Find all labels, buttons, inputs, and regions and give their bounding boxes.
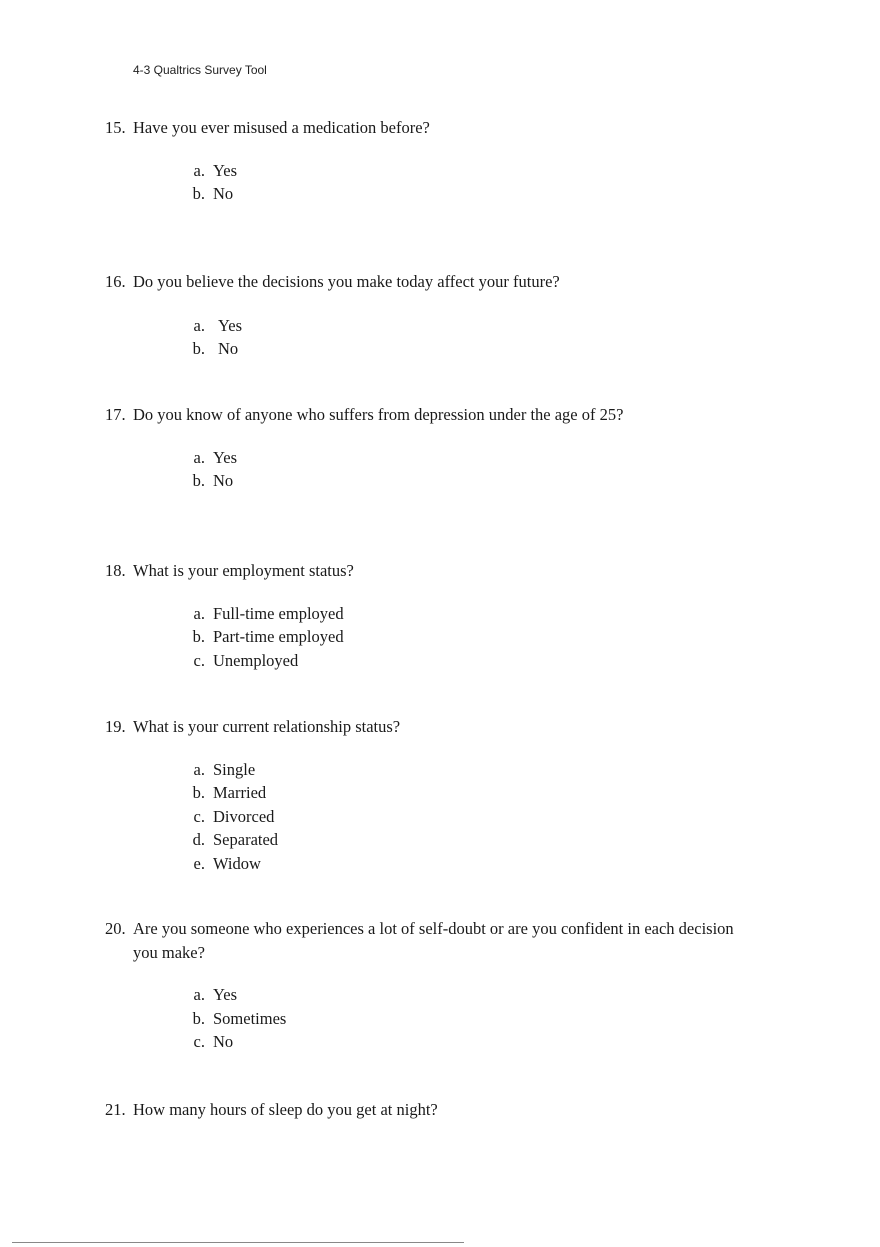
question-text: Are you someone who experiences a lot of self-doubt or are you confident in each decision you make? [133,919,734,962]
option-letter: a. [193,315,205,335]
question-17 [105,403,745,493]
question-number: 17. [105,405,126,424]
option-label: Yes [213,160,238,180]
answer-option[interactable] [185,758,745,782]
option-label: Full-time employed [213,603,344,623]
option-label: Yes [213,985,238,1004]
option-label: Unemployed [213,650,299,670]
page-header: 4-3 Qualtrics Survey Tool [133,63,267,77]
option-letter: b. [192,471,205,490]
option-letter: e. [193,853,205,873]
option-letter: c. [193,1032,205,1051]
answer-option[interactable] [185,983,745,1007]
answer-option[interactable] [185,1030,745,1054]
question-15 [105,116,745,206]
option-letter: c. [193,650,205,670]
answer-option[interactable] [185,446,745,470]
answer-option[interactable] [185,828,745,852]
question-18 [105,559,745,672]
option-letter: d. [192,830,205,849]
option-letter: b. [192,339,205,358]
answer-option[interactable] [185,602,745,626]
option-label: Married [213,783,267,802]
answer-option[interactable] [185,182,745,206]
question-16 [105,270,745,361]
question-number: 16. [105,272,126,291]
question-text: Do you know of anyone who suffers from depression under the age of 25? [133,405,624,424]
answer-options [105,159,745,206]
option-letter: a. [193,759,205,779]
answer-option[interactable] [185,805,745,829]
answer-option[interactable] [185,649,745,673]
question-number: 19. [105,717,126,736]
option-label: Divorced [213,806,275,826]
option-label: Widow [213,853,261,873]
answer-option[interactable] [185,314,745,338]
answer-options [105,446,745,493]
question-21 [105,1098,745,1122]
option-letter: a. [193,985,205,1004]
answer-option[interactable] [185,781,745,805]
option-label: Yes [213,447,238,467]
option-label: Part-time employed [213,627,344,646]
answer-option[interactable] [185,337,745,361]
question-number: 15. [105,118,126,137]
option-label: Single [213,759,256,779]
question-20 [105,917,745,1054]
option-label: No [213,471,234,490]
option-letter: a. [193,447,205,467]
answer-option[interactable] [185,1007,745,1031]
question-19 [105,715,745,875]
question-text: How many hours of sleep do you get at night? [133,1100,438,1119]
question-text: What is your employment status? [133,561,354,580]
question-number: 20. [105,919,126,938]
question-number: 18. [105,561,126,580]
footer-divider [12,1242,464,1243]
answer-option[interactable] [185,159,745,183]
answer-options [105,602,745,673]
option-label: No [213,184,234,203]
option-letter: a. [193,603,205,623]
option-label: No [213,1032,234,1051]
option-letter: b. [192,627,205,646]
question-number: 21. [105,1100,126,1119]
option-letter: b. [192,783,205,802]
option-label: No [218,339,239,358]
option-letter: a. [193,160,205,180]
option-label: Sometimes [213,1008,287,1028]
answer-option[interactable] [185,852,745,876]
option-letter: c. [193,806,205,826]
option-label: Separated [213,830,279,849]
option-label: Yes [218,315,243,335]
option-letter: b. [192,184,205,203]
answer-options [105,314,745,361]
answer-option[interactable] [185,469,745,493]
question-text: Have you ever misused a medication before? [133,118,430,137]
question-text: What is your current relationship status? [133,717,401,736]
answer-options [105,758,745,876]
answer-option[interactable] [185,625,745,649]
answer-options [105,983,745,1054]
option-letter: b. [192,1008,205,1028]
question-text: Do you believe the decisions you make today affect your future? [133,272,560,291]
